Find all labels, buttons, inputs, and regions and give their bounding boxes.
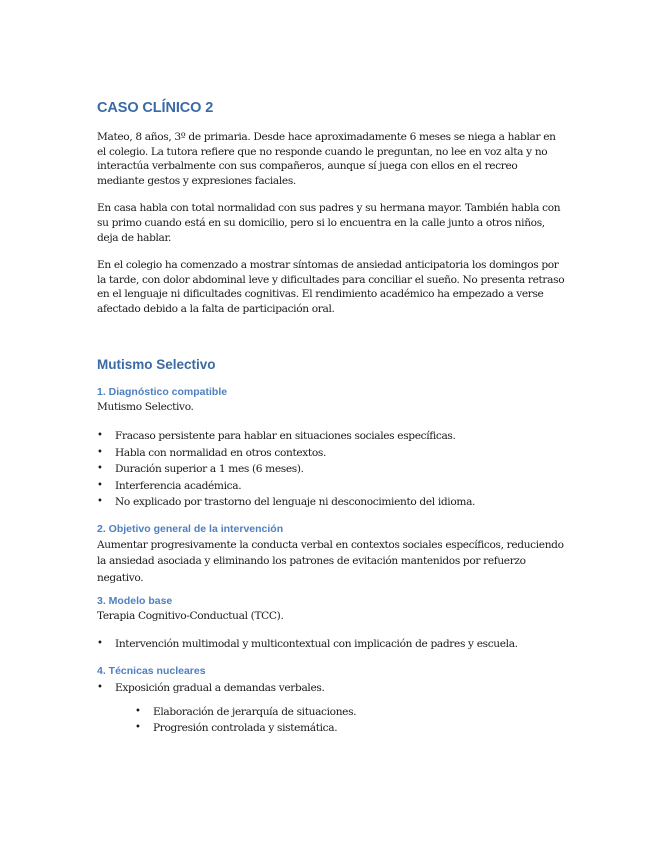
list-item-text: Fracaso persistente para hablar en situaciones sociales específicas.	[115, 430, 456, 443]
section-title: Mutismo Selectivo	[97, 356, 216, 372]
bullet-icon: •	[135, 722, 141, 734]
list-item	[97, 636, 567, 653]
bullet-icon: •	[97, 637, 103, 649]
list-item	[97, 494, 567, 511]
case-paragraph-3: En el colegio ha comenzado a mostrar síntomas de ansiedad anticipatoria los domingos por la tarde, con dolor abdominal leve y dificultades para conciliar el sueño. No presenta retraso en el lenguaje ni dificultades cognitivas. El rendimiento académico ha empezado a verse afectado debido a la falta de participación oral.	[97, 259, 565, 315]
case-paragraph-1: Mateo, 8 años, 3º de primaria. Desde hace aproximadamente 6 meses se niega a hablar en el colegio. La tutora refiere que no responde cuando le preguntan, no lee en voz alta y no interactúa verbalmente con sus compañeros, aunque sí juega con ellos en el recreo mediante gestos y expresiones faciales.	[97, 131, 556, 187]
list-item	[97, 445, 567, 462]
bullet-icon: •	[97, 682, 103, 694]
list-item	[97, 478, 567, 495]
list-item	[135, 720, 567, 737]
bullet-icon: •	[97, 446, 103, 458]
model-heading: 3. Modelo base	[97, 595, 173, 608]
list-item-text: Habla con normalidad en otros contextos.	[115, 446, 326, 459]
list-item	[97, 428, 567, 445]
case-title: CASO CLÍNICO 2	[97, 100, 214, 116]
techniques-bullet-list	[97, 680, 567, 737]
objective-text: Aumentar progresivamente la conducta verbal en contextos sociales específicos, reduciendo la ansiedad asociada y eliminando los patrones de evitación mantenidos por refuerzo negativo.	[97, 538, 564, 584]
techniques-sub-list	[135, 704, 567, 737]
model-text: Terapia Cognitivo-Conductual (TCC).	[97, 610, 284, 623]
bullet-icon: •	[135, 705, 141, 717]
case-paragraph-2: En casa habla con total normalidad con sus padres y su hermana mayor. También habla con su primo cuando está en su domicilio, pero si lo encuentra en la calle junto a otros niños, deja de hablar.	[97, 202, 561, 244]
diagnosis-bullet-list	[97, 428, 567, 511]
bullet-icon: •	[97, 430, 103, 442]
objective-heading: 2. Objetivo general de la intervención	[97, 522, 284, 535]
list-item	[97, 680, 567, 737]
list-item	[135, 704, 567, 721]
list-item-text: Interferencia académica.	[115, 479, 242, 492]
bullet-icon: •	[97, 479, 103, 491]
list-item-text: Duración superior a 1 mes (6 meses).	[115, 463, 304, 476]
list-item-text: Elaboración de jerarquía de situaciones.	[153, 705, 357, 718]
list-item-text: No explicado por trastorno del lenguaje ni desconocimiento del idioma.	[115, 496, 476, 509]
list-item-text: Exposición gradual a demandas verbales.	[115, 682, 325, 695]
bullet-icon: •	[97, 463, 103, 475]
diagnosis-text: Mutismo Selectivo.	[97, 400, 194, 413]
model-bullet-list	[97, 636, 567, 653]
document-page	[97, 100, 567, 748]
list-item-text: Progresión controlada y sistemática.	[153, 722, 338, 735]
diagnosis-heading: 1. Diagnóstico compatible	[97, 385, 228, 398]
techniques-heading: 4. Técnicas nucleares	[97, 665, 206, 678]
list-item-text: Intervención multimodal y multicontextual con implicación de padres y escuela.	[115, 637, 518, 650]
bullet-icon: •	[97, 496, 103, 508]
list-item	[97, 461, 567, 478]
